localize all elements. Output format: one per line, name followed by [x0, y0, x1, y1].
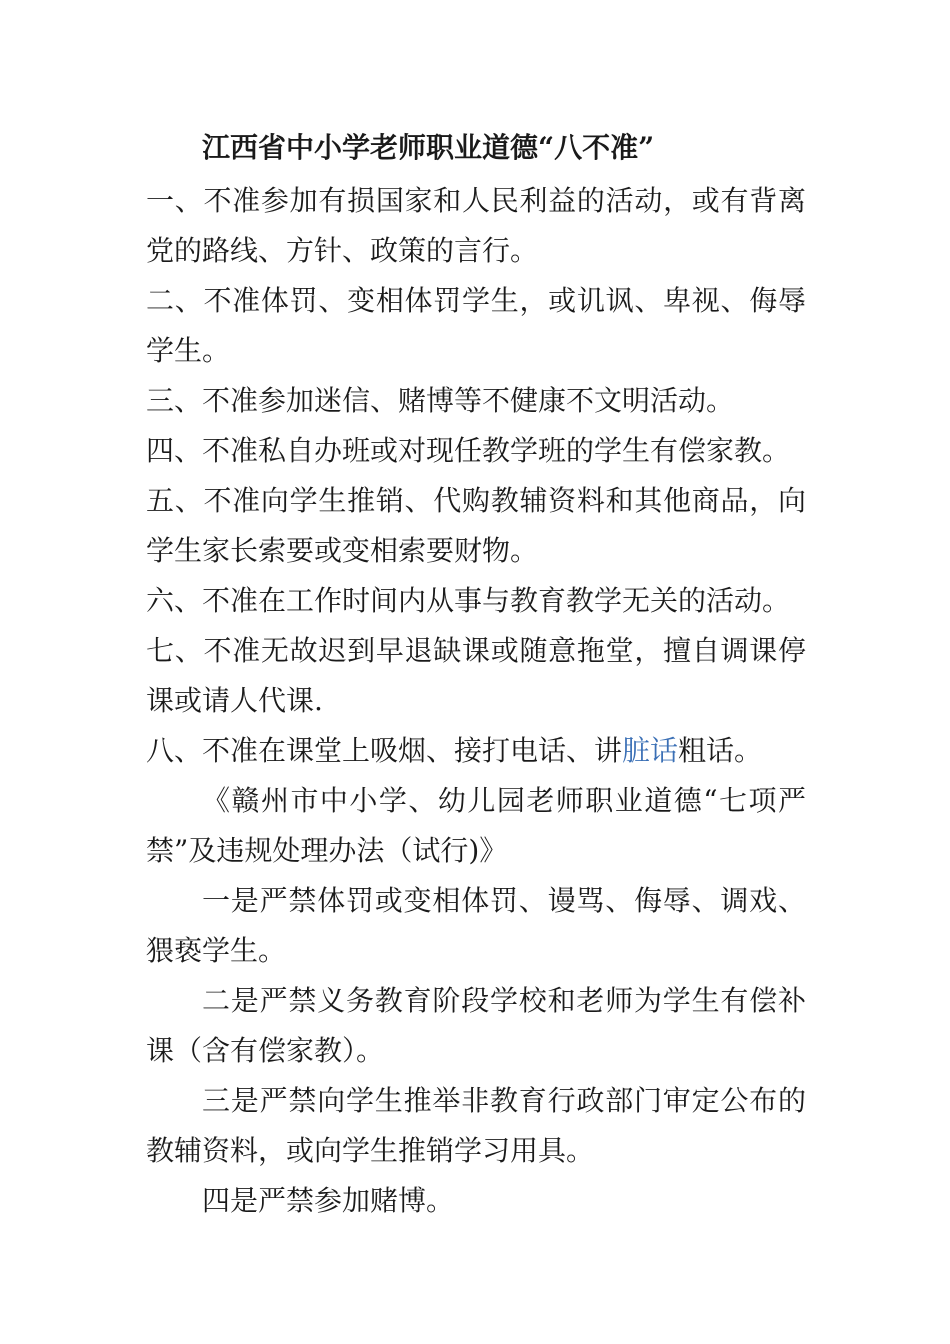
rule-8-link[interactable]: 脏话 [622, 734, 679, 767]
rule-8 [146, 726, 806, 776]
ban-1: 一是严禁体罚或变相体罚、谩骂、侮辱、调戏、猥亵学生。 [146, 884, 806, 967]
ban-2: 二是严禁义务教育阶段学校和老师为学生有偿补课（含有偿家教）。 [146, 984, 806, 1067]
rule-2: 二、不准体罚、变相体罚学生，或讥讽、卑视、侮辱学生。 [146, 284, 806, 367]
rule-7: 七、不准无故迟到早退缺课或随意拖堂，擅自调课停课或请人代课. [146, 634, 806, 717]
rule-6: 六、不准在工作时间内从事与教育教学无关的活动。 [146, 584, 791, 617]
rule-8-text-before: 八、不准在课堂上吸烟、接打电话、讲 [146, 734, 623, 767]
document-subtitle: 《赣州市中小学、幼儿园老师职业道德“七项严禁”及违规处理办法（试行)》 [146, 784, 806, 867]
ban-4: 四是严禁参加赌博。 [202, 1184, 455, 1217]
document-page [146, 128, 806, 1226]
rule-3: 三、不准参加迷信、赌博等不健康不文明活动。 [146, 384, 735, 417]
rule-8-text-after: 粗话。 [678, 734, 763, 767]
document-title: 江西省中小学老师职业道德“八不准” [202, 131, 655, 164]
ban-3: 三是严禁向学生推举非教育行政部门审定公布的教辅资料，或向学生推销学习用具。 [146, 1084, 806, 1167]
rule-5: 五、不准向学生推销、代购教辅资料和其他商品，向学生家长索要或变相索要财物。 [146, 484, 806, 567]
rule-1: 一、不准参加有损国家和人民利益的活动，或有背离党的路线、方针、政策的言行。 [146, 184, 806, 267]
rule-4: 四、不准私自办班或对现任教学班的学生有偿家教。 [146, 434, 791, 467]
